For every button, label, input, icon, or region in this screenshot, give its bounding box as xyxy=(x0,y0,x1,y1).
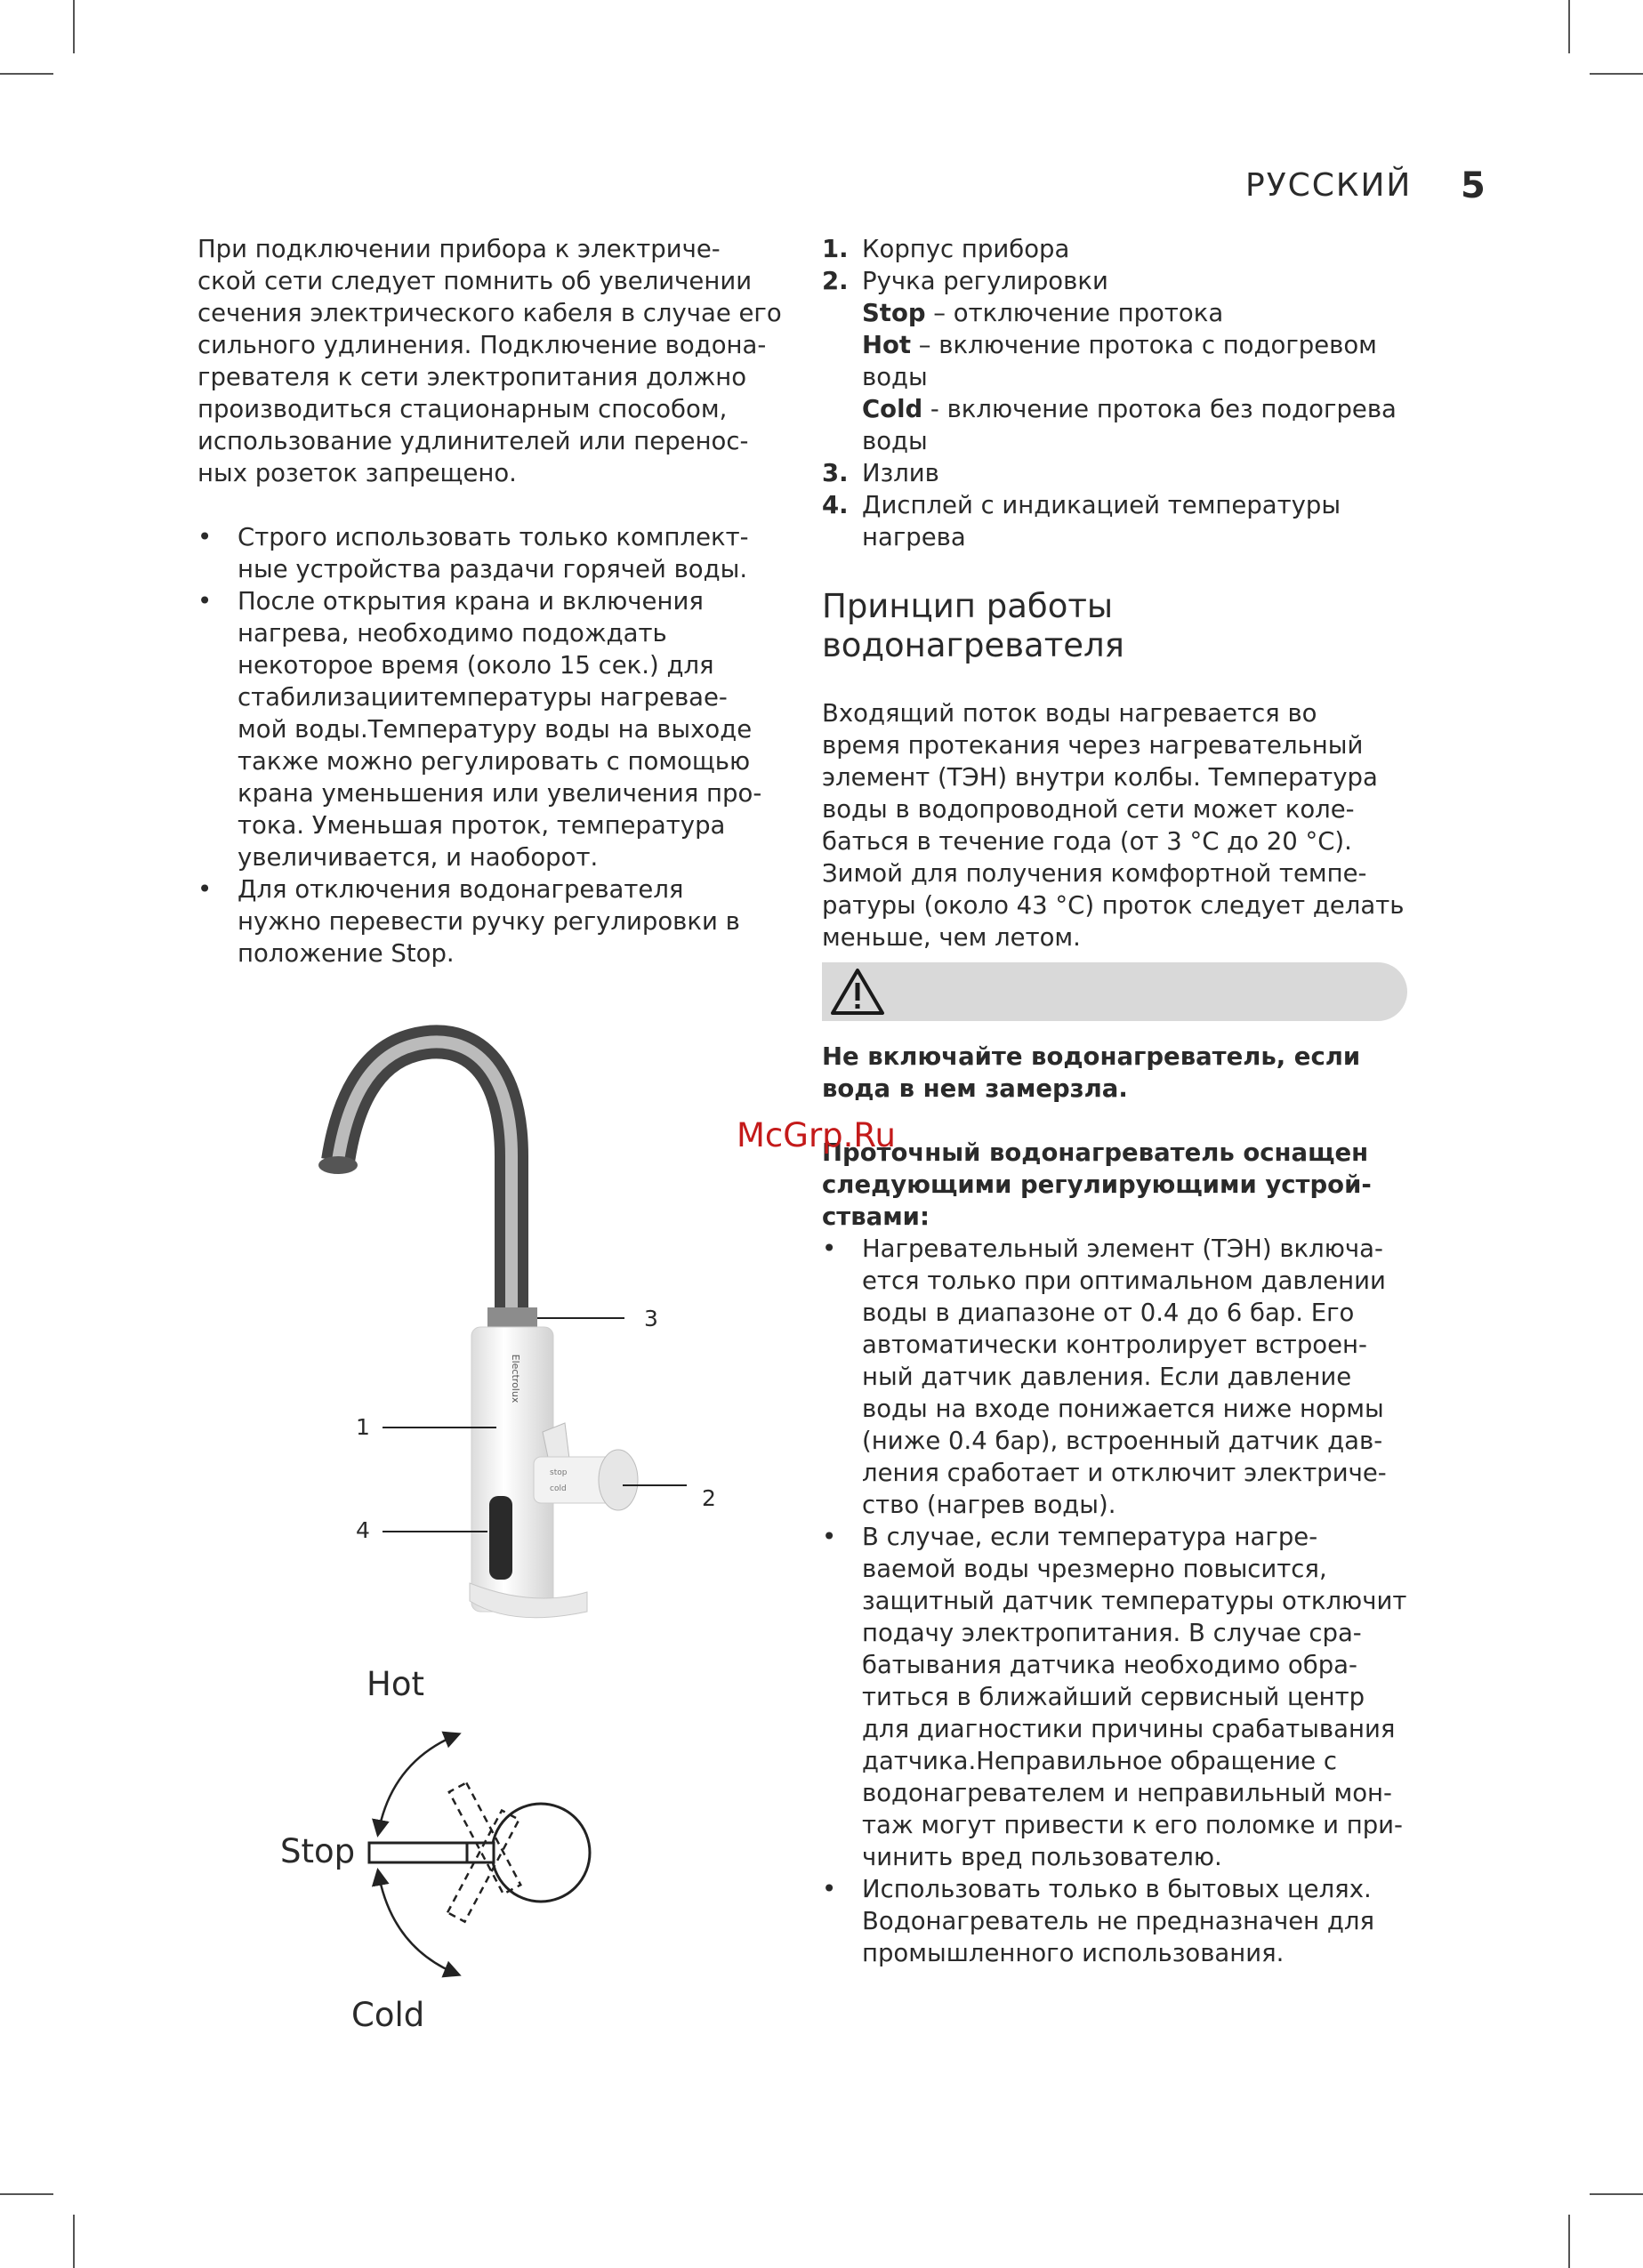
mode-cold xyxy=(862,393,1409,457)
section-title: Принцип работы водонагревателя xyxy=(822,587,1124,664)
left-column xyxy=(197,233,785,969)
mode-hot xyxy=(862,329,1409,393)
item-number: 4. xyxy=(822,491,849,519)
crop-mark xyxy=(73,0,75,53)
principle-paragraph: Входящий поток воды нагревается во время протекания через нагревательный элемент (ТЭН) внутри колбы. Температура воды в водопроводной сети может коле- баться в течение года (от 3 °С до 20 °С). Зимой для получения комфортной темпе- ратуры (около 43 °С) проток следует делать меньше, чем летом. xyxy=(822,699,1405,952)
handle-cold-mark: cold xyxy=(550,1484,567,1493)
mode-desc: – отключение протока xyxy=(925,299,1224,327)
crop-mark xyxy=(1590,2193,1643,2195)
handle-knob xyxy=(599,1450,638,1510)
mode-desc: – включение протока с подогревом воды xyxy=(862,331,1377,391)
brand-logo: Electrolux xyxy=(510,1354,521,1403)
item-text: Дисплей с индикацией температуры нагрева xyxy=(862,491,1341,551)
left-bullet-list xyxy=(197,521,785,969)
item-number: 1. xyxy=(822,235,849,263)
watermark: McGrp.Ru xyxy=(737,1116,896,1154)
callout-3: 3 xyxy=(644,1306,658,1331)
label-hot: Hot xyxy=(366,1665,424,1703)
mode-stop xyxy=(862,297,1409,329)
item-number: 3. xyxy=(822,459,849,487)
list-item xyxy=(822,457,1409,489)
cold-arrow xyxy=(378,1871,458,1974)
hot-arrow xyxy=(378,1734,458,1834)
mode-label: Cold xyxy=(862,395,923,423)
parts-list xyxy=(822,233,1409,553)
crop-mark xyxy=(1568,2215,1570,2268)
list-item: • Для отключения водонагревателя нужно перевести ручку регулировки в положение Stop. xyxy=(197,873,785,969)
crop-mark xyxy=(0,73,53,75)
mode-label: Stop xyxy=(862,299,926,327)
devices-list xyxy=(822,1233,1409,1969)
right-column xyxy=(822,233,1409,953)
knob-circle xyxy=(492,1804,590,1902)
page-number: 5 xyxy=(1461,165,1486,206)
item-number: 2. xyxy=(822,267,849,295)
faucet-illustration xyxy=(267,1005,765,1628)
list-item: • Строго использовать только комплект- ные устройства раздачи горячей воды. xyxy=(197,521,785,585)
warning-heading: Не включайте водонагреватель, если вода в нем замерзла. xyxy=(822,1042,1361,1103)
crop-mark xyxy=(73,2215,75,2268)
temperature-display xyxy=(489,1496,512,1580)
label-cold: Cold xyxy=(351,1996,425,2034)
warning-block xyxy=(822,1041,1409,1969)
item-text: Излив xyxy=(862,459,939,487)
warning-triangle-icon xyxy=(829,967,886,1017)
devices-heading: Проточный водонагреватель оснащен следующими регулирующими устрой- ствами: xyxy=(822,1138,1372,1231)
list-item: • Нагревательный элемент (ТЭН) включа- ется только при оптимальном давлении воды в диапазоне от 0.4 до 6 бар. Его автоматически контролирует встроен- ный датчик давления. Если давление воды на входе понижается ниже нормы (ниже 0.4 бар), встроенный датчик дав- ления сработает и отключит электриче- ство (нагрев воды). xyxy=(822,1233,1409,1521)
list-item: • После открытия крана и включения нагрева, необходимо подождать некоторое время (около 15 сек.) для стабилизациитемпературы нагревае- мой воды.Температуру воды на выходе также можно регулировать с помощью крана уменьшения или увеличения про- тока. Уменьшая проток, температура увеличивается, и наоборот. xyxy=(197,585,785,873)
intro-paragraph: При подключении прибора к электриче- ской сети следует помнить об увеличении сечения электрического кабеля в случае его сильного удлинения. Подключение водона- гревателя к сети электропитания должно производиться стационарным способом, использование удлинителей или перенос- ных розеток запрещено. xyxy=(197,235,782,487)
item-text: Ручка регулировки xyxy=(862,267,1108,295)
warning-bar xyxy=(822,962,1407,1021)
list-item xyxy=(822,265,1409,457)
handle-stop-mark: stop xyxy=(550,1468,568,1477)
crop-mark xyxy=(0,2193,53,2195)
mode-label: Hot xyxy=(862,331,912,359)
callout-1: 1 xyxy=(356,1414,370,1440)
list-item: • В случае, если температура нагре- ваемой воды чрезмерно повысится, защитный датчик температуры отключит подачу электропитания. В случае сра- батывания датчика необходимо обра- титься в ближайший сервисный центр для диагностики причины срабатывания датчика.Неправильное обращение с водонагревателем и неправильный мон- таж могут привести к его поломке и при- чинить вред пользователю. xyxy=(822,1521,1409,1873)
list-item xyxy=(822,489,1409,553)
mode-desc: - включение протока без подогрева воды xyxy=(862,395,1397,455)
crop-mark xyxy=(1590,73,1643,75)
language-label: РУССКИЙ xyxy=(1245,167,1413,204)
list-item: • Использовать только в бытовых целях. Водонагреватель не предназначен для промышленного использования. xyxy=(822,1873,1409,1969)
spout-tip xyxy=(318,1156,358,1174)
label-stop: Stop xyxy=(280,1832,356,1870)
list-item xyxy=(822,233,1409,265)
item-text: Корпус прибора xyxy=(862,235,1070,263)
callout-4: 4 xyxy=(356,1517,370,1543)
crop-mark xyxy=(1568,0,1570,53)
callout-2: 2 xyxy=(702,1485,716,1511)
